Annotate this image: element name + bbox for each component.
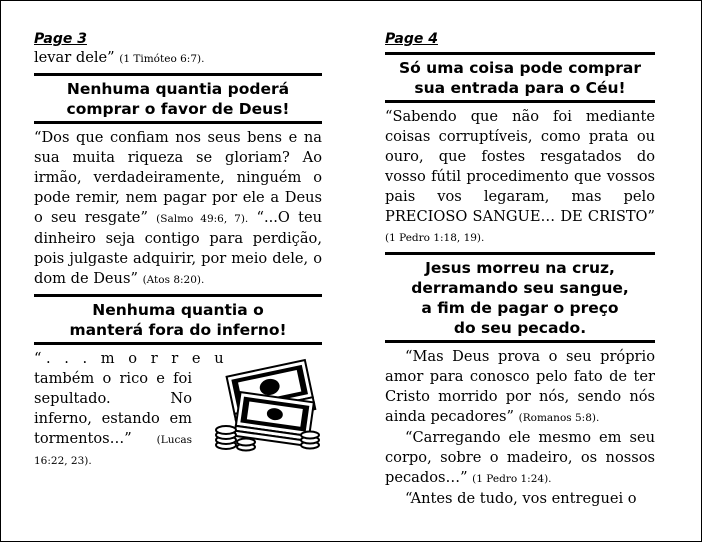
money-stacks-icon — [212, 353, 322, 453]
heading-line: manterá fora do inferno! — [69, 321, 287, 339]
scripture-paragraph — [385, 489, 655, 509]
page-4 — [385, 31, 655, 509]
heading-line: sua entrada para o Céu! — [414, 79, 626, 97]
heading-line: comprar o favor de Deus! — [66, 100, 290, 118]
page-3 — [34, 31, 322, 471]
heading-line: Só uma coisa pode comprar — [398, 59, 642, 77]
quote-text: “Antes de tudo, vos entreguei o — [405, 490, 637, 507]
quote-text: “. . . m o r r e u — [34, 350, 229, 367]
money-paragraph-wrap — [34, 349, 322, 471]
scripture-paragraph-cont — [34, 369, 192, 471]
section-heading — [385, 52, 655, 103]
heading-line: Nenhuma quantia poderá — [66, 80, 290, 98]
quote-text: “Dos que confiam nos seus bens e na sua muita riqueza se gloriam? Ao irmão, verdadeiramente, ninguém o pode remir, nem pagar por ele a Deus o seu resgate” — [34, 129, 322, 226]
intro-line — [34, 48, 322, 69]
intro-text: levar dele” — [34, 49, 115, 66]
scripture-ref: (1 Pedro 1:18, 19). — [385, 232, 485, 244]
section-heading — [385, 252, 655, 343]
quote-text: também o rico e foi sepultado. No inferno, estando em tormentos…” — [34, 370, 192, 447]
page-label: Page 4 — [385, 31, 438, 47]
quote-text: “Mas Deus prova o seu próprio amor para conosco pelo fato de ter Cristo morrido por nós, sendo nós ainda pecadores” — [385, 348, 655, 425]
scripture-ref: (1 Pedro 1:24). — [472, 473, 552, 485]
section-heading — [34, 294, 322, 345]
quote-text: “Sabendo que não foi mediante coisas corruptíveis, como prata ou ouro, que fostes resgatados do vosso fútil procedimento que vossos pais vos legaram, mas pelo PRECIOSO SANGUE… DE CRISTO” — [385, 108, 655, 225]
heading-line: Nenhuma quantia o — [92, 301, 264, 319]
heading-line: Jesus morreu na cruz, — [425, 259, 615, 277]
quote-text: “Carregando ele mesmo em seu corpo, sobre o madeiro, os nossos pecados…” — [385, 429, 655, 486]
scripture-paragraph — [385, 347, 655, 428]
page-label: Page 3 — [34, 31, 87, 47]
scripture-paragraph — [34, 128, 322, 290]
scripture-paragraph — [385, 107, 655, 248]
scripture-ref: (Lucas 16:22, 23). — [34, 434, 192, 467]
quote-text: “...O teu dinheiro seja contigo para perdição, pois julgaste adquirir, por meio dele, o dom de Deus” — [34, 209, 322, 287]
heading-line: a fim de pagar o preço — [421, 299, 619, 317]
section-heading — [34, 73, 322, 124]
scripture-paragraph — [385, 428, 655, 489]
heading-line: derramando seu sangue, — [411, 279, 629, 297]
scripture-ref: (1 Timóteo 6:7). — [119, 53, 205, 65]
scripture-ref: (Atos 8:20). — [142, 274, 205, 286]
scripture-ref: (Salmo 49:6, 7). — [156, 213, 249, 225]
scripture-ref: (Romanos 5:8). — [518, 412, 600, 424]
heading-line: do seu pecado. — [453, 319, 587, 337]
